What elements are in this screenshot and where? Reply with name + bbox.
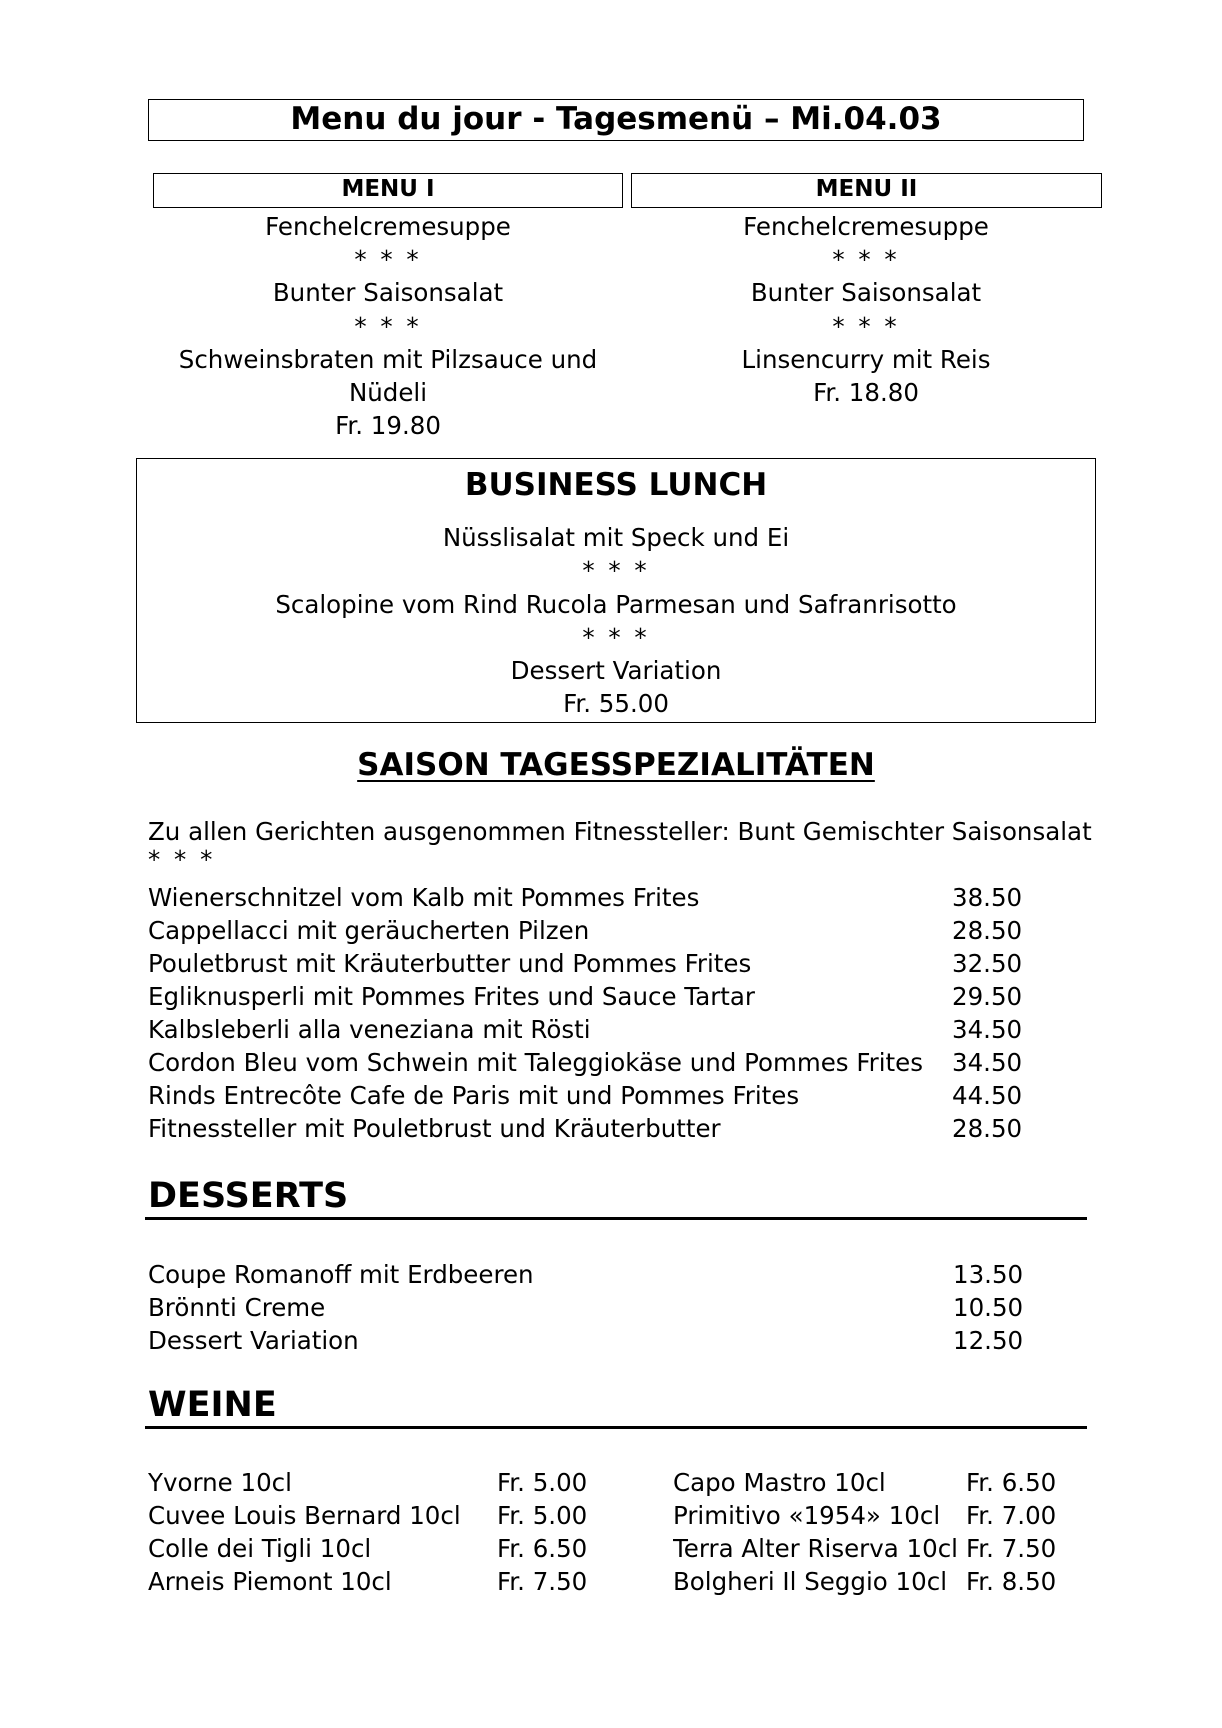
menu-1-line: Nüdeli bbox=[348, 377, 428, 407]
wine-name: Bolgheri Il Seggio 10cl bbox=[673, 1567, 948, 1596]
list-item bbox=[148, 1258, 1028, 1291]
item-name: Cordon Bleu vom Schwein mit Taleggiokäse und Pommes Frites bbox=[148, 1048, 923, 1077]
item-price: 10.50 bbox=[953, 1293, 1024, 1322]
business-lunch-line: Dessert Variation bbox=[510, 656, 722, 686]
menu-2-header: MENU II bbox=[631, 173, 1102, 208]
item-name: Fitnessteller mit Pouletbrust und Kräuterbutter bbox=[148, 1114, 721, 1143]
wine-price: Fr. 6.50 bbox=[497, 1534, 588, 1563]
item-price: 28.50 bbox=[952, 1114, 1023, 1143]
wine-price: Fr. 7.50 bbox=[966, 1534, 1057, 1563]
list-item bbox=[148, 980, 1028, 1013]
item-name: Egliknusperli mit Pommes Frites und Sauce Tartar bbox=[148, 982, 755, 1011]
list-item bbox=[148, 1079, 1028, 1112]
list-item bbox=[148, 881, 1028, 914]
saison-intro-separator: * * * bbox=[148, 845, 216, 874]
item-price: 34.50 bbox=[952, 1048, 1023, 1077]
business-lunch-separator: * * * bbox=[582, 556, 650, 586]
item-name: Rinds Entrecôte Cafe de Paris mit und Pommes Frites bbox=[148, 1081, 800, 1110]
list-item bbox=[148, 1324, 1028, 1357]
item-price: 34.50 bbox=[952, 1015, 1023, 1044]
wine-name: Cuvee Louis Bernard 10cl bbox=[148, 1501, 461, 1530]
wine-price: Fr. 6.50 bbox=[966, 1468, 1057, 1497]
list-item bbox=[148, 947, 1028, 980]
menu-1-line: Fenchelcremesuppe bbox=[265, 212, 511, 241]
business-lunch-price: Fr. 55.00 bbox=[563, 689, 669, 719]
menu-2-line: Linsencurry mit Reis bbox=[741, 344, 991, 374]
menu-2-separator: * * * bbox=[832, 311, 900, 341]
menu-1-line: Schweinsbraten mit Pilzsauce und bbox=[178, 344, 598, 374]
item-price: 28.50 bbox=[952, 916, 1023, 945]
list-item bbox=[148, 1291, 1028, 1324]
wine-price: Fr. 7.00 bbox=[966, 1501, 1057, 1530]
menu-1-separator: * * * bbox=[354, 311, 422, 341]
business-lunch-title: BUSINESS LUNCH bbox=[464, 467, 768, 503]
weine-title: WEINE bbox=[148, 1385, 277, 1425]
item-price: 12.50 bbox=[953, 1326, 1024, 1355]
item-price: 13.50 bbox=[953, 1260, 1024, 1289]
wine-name: Terra Alter Riserva 10cl bbox=[673, 1534, 958, 1563]
menu-2-line: Fenchelcremesuppe bbox=[743, 212, 989, 241]
business-lunch-line: Scalopine vom Rind Rucola Parmesan und Safranrisotto bbox=[275, 589, 957, 619]
wine-name: Colle dei Tigli 10cl bbox=[148, 1534, 372, 1563]
item-price: 38.50 bbox=[952, 883, 1023, 912]
list-item bbox=[148, 1112, 1028, 1145]
item-price: 29.50 bbox=[952, 982, 1023, 1011]
desserts-title: DESSERTS bbox=[148, 1176, 349, 1216]
menu-1-line: Bunter Saisonsalat bbox=[272, 278, 504, 308]
list-item bbox=[148, 1013, 1028, 1046]
item-name: Wienerschnitzel vom Kalb mit Pommes Frites bbox=[148, 883, 700, 912]
item-name: Pouletbrust mit Kräuterbutter und Pommes Frites bbox=[148, 949, 752, 978]
menu-1-price: Fr. 19.80 bbox=[335, 411, 441, 441]
business-lunch-separator: * * * bbox=[582, 622, 650, 652]
list-item bbox=[148, 1046, 1028, 1079]
menu-1-separator: * * * bbox=[354, 245, 422, 275]
menu-2-separator: * * * bbox=[832, 245, 900, 275]
item-name: Kalbsleberli alla veneziana mit Rösti bbox=[148, 1015, 591, 1044]
saison-title: SAISON TAGESSPEZIALITÄTEN bbox=[357, 747, 875, 783]
item-price: 44.50 bbox=[952, 1081, 1023, 1110]
item-name: Brönnti Creme bbox=[148, 1293, 326, 1322]
item-price: 32.50 bbox=[952, 949, 1023, 978]
business-lunch-box bbox=[136, 458, 1096, 723]
saison-intro-text: Zu allen Gerichten ausgenommen Fitnessteller: Bunt Gemischter Saisonsalat bbox=[148, 817, 1092, 846]
wine-price: Fr. 5.00 bbox=[497, 1501, 588, 1530]
wine-name: Yvorne 10cl bbox=[148, 1468, 292, 1497]
menu-1-header: MENU I bbox=[153, 173, 623, 208]
desserts-divider bbox=[145, 1217, 1087, 1220]
page-title: Menu du jour - Tagesmenü – Mi.04.03 bbox=[148, 99, 1084, 141]
item-name: Coupe Romanoff mit Erdbeeren bbox=[148, 1260, 534, 1289]
wine-name: Arneis Piemont 10cl bbox=[148, 1567, 392, 1596]
menu-1-column bbox=[153, 210, 623, 442]
business-lunch-line: Nüsslisalat mit Speck und Ei bbox=[442, 523, 790, 552]
list-item bbox=[148, 914, 1028, 947]
saison-intro bbox=[148, 815, 1092, 872]
menu-2-price: Fr. 18.80 bbox=[813, 377, 919, 407]
wine-price: Fr. 7.50 bbox=[497, 1567, 588, 1596]
wine-price: Fr. 8.50 bbox=[966, 1567, 1057, 1596]
item-name: Dessert Variation bbox=[148, 1326, 359, 1355]
menu-2-line: Bunter Saisonsalat bbox=[750, 278, 982, 308]
item-name: Cappellacci mit geräucherten Pilzen bbox=[148, 916, 590, 945]
weine-divider bbox=[145, 1426, 1087, 1429]
wine-price: Fr. 5.00 bbox=[497, 1468, 588, 1497]
wine-name: Primitivo «1954» 10cl bbox=[673, 1501, 941, 1530]
menu-2-column bbox=[631, 210, 1101, 409]
wine-name: Capo Mastro 10cl bbox=[673, 1468, 886, 1497]
